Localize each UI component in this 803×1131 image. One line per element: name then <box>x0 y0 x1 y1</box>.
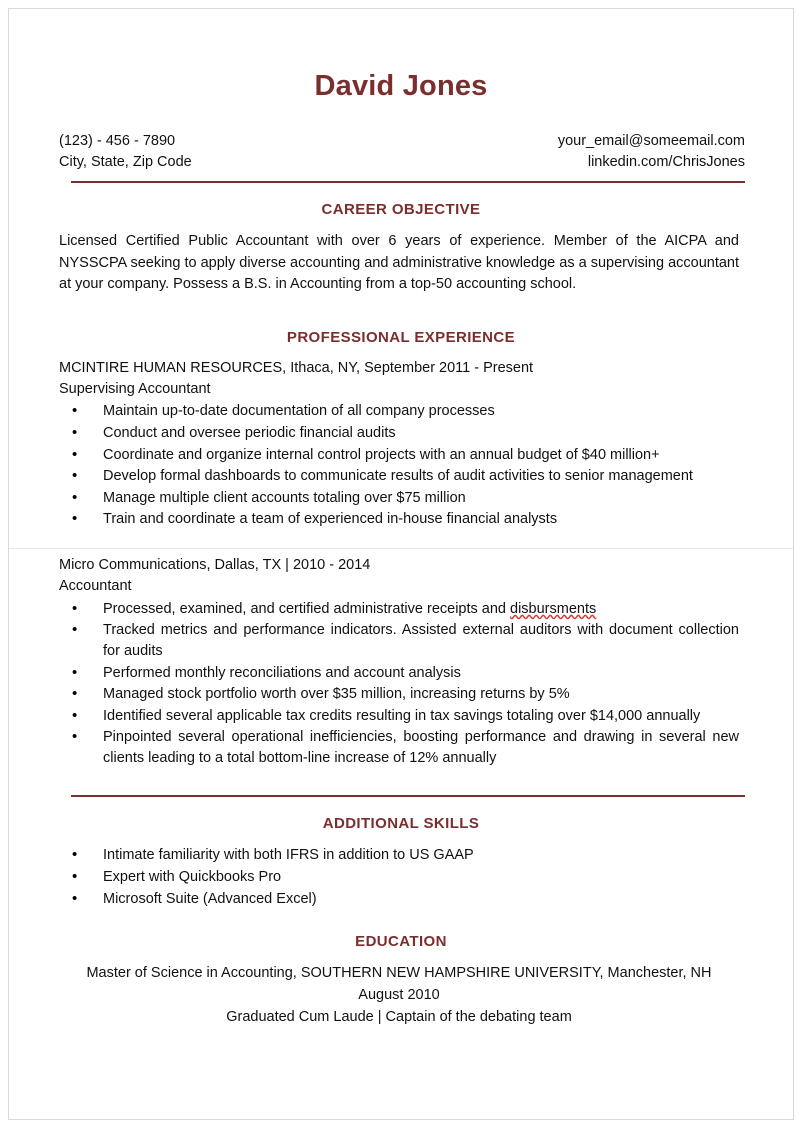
education-honors-line: Graduated Cum Laude | Captain of the debating team <box>226 1008 572 1025</box>
page-title: David Jones <box>314 70 488 102</box>
job-bullet-list <box>59 599 739 770</box>
section-heading-skills: ADDITIONAL SKILLS <box>322 815 480 833</box>
job-spacer <box>59 531 739 543</box>
section-heading-objective: CAREER OBJECTIVE <box>321 200 481 218</box>
list-item: • Pinpointed several operational inefficiencies, boosting performance and drawing in several new clients leading to a total bottom-line increase of 12% annually <box>59 727 739 769</box>
list-item: • Expert with Quickbooks Pro <box>59 867 739 889</box>
resume-content <box>9 9 793 1119</box>
list-item: • Develop formal dashboards to communicate results of audit activities to senior management <box>59 466 739 488</box>
list-item: • Performed monthly reconciliations and account analysis <box>59 663 739 685</box>
job-role: Supervising Accountant <box>59 381 211 397</box>
skills-block <box>9 845 793 910</box>
section-heading-experience: PROFESSIONAL EXPERIENCE <box>286 328 516 346</box>
phone-number: (123) - 456 - 7890 <box>59 132 176 149</box>
list-item: • Intimate familiarity with both IFRS in addition to US GAAP <box>59 845 739 867</box>
page-seam-line <box>8 548 794 549</box>
contact-info <box>9 131 793 174</box>
education-date-line: August 2010 <box>358 986 440 1003</box>
list-item: • Train and coordinate a team of experienced in-house financial analysts <box>59 509 739 531</box>
contact-left-column <box>59 131 192 174</box>
job-entry <box>59 358 739 531</box>
list-item: • Microsoft Suite (Advanced Excel) <box>59 889 739 911</box>
list-item: • Identified several applicable tax credits resulting in tax savings totaling over $14,000 annually <box>59 706 739 728</box>
section-heading-education: EDUCATION <box>355 933 447 951</box>
list-item: • Manage multiple client accounts totaling over $75 million <box>59 488 739 510</box>
list-item: • Managed stock portfolio worth over $35 million, increasing returns by 5% <box>59 684 739 706</box>
objective-text: Licensed Certified Public Accountant with over 6 years of experience. Member of the AICPA and NYSSCPA seeking to apply diverse accounting and administrative knowledge as a supervising accountant at your company. Possess a B.S. in Accounting from a top-50 accounting school. <box>59 232 740 293</box>
list-item <box>59 599 739 621</box>
job-company-line: MCINTIRE HUMAN RESOURCES, Ithaca, NY, September 2011 - Present <box>59 359 534 376</box>
misspelled-word: disbursments <box>510 600 597 617</box>
job-role: Accountant <box>59 578 132 595</box>
skills-list <box>59 845 739 910</box>
job-bullet-list <box>59 401 739 530</box>
contact-right-column <box>558 131 745 174</box>
job-entry <box>59 555 739 770</box>
list-item: • Coordinate and organize internal control projects with an annual budget of $40 million+ <box>59 445 739 467</box>
list-item: • Tracked metrics and performance indicators. Assisted external auditors with document collection for audits <box>59 620 739 662</box>
resume-page <box>8 8 794 1120</box>
experience-block <box>9 358 793 770</box>
education-degree-line: Master of Science in Accounting, SOUTHERN NEW HAMPSHIRE UNIVERSITY, Manchester, NH <box>86 965 712 982</box>
linkedin-url[interactable]: linkedin.com/ChrisJones <box>587 154 745 171</box>
address-line: City, State, Zip Code <box>59 154 192 171</box>
list-item: • Maintain up-to-date documentation of all company processes <box>59 401 739 423</box>
bullet-text-prefix: Processed, examined, and certified administrative receipts and <box>103 600 511 617</box>
list-item: • Conduct and oversee periodic financial audits <box>59 423 739 445</box>
job-company-line: Micro Communications, Dallas, TX | 2010 - 2014 <box>59 556 371 573</box>
email-address[interactable]: your_email@someemail.com <box>557 132 745 149</box>
education-block <box>9 963 793 1028</box>
objective-block <box>9 231 793 296</box>
